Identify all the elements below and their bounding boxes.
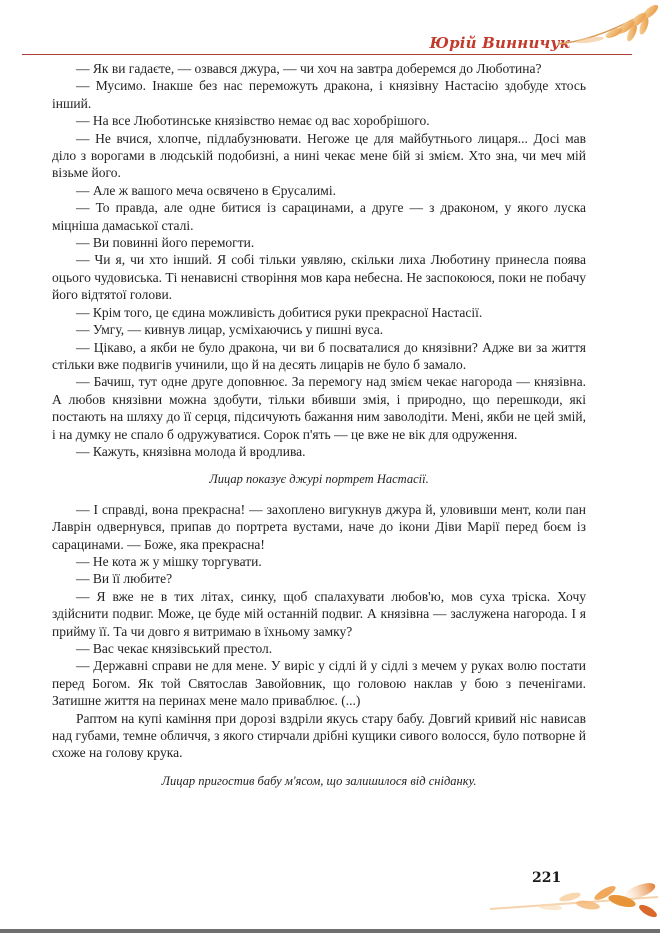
paragraph: — Ви її любите? <box>76 571 173 587</box>
paragraph: — Я вже не в тих літах, синку, щоб спалахувати любов'ю, мов суха тріска. Хочу здійснити подвиг. Може, це буде мій останній подвиг. А князівна — заслужена нагорода. І я прийму її. Та чи довго я витримаю в їхньому замку? <box>52 588 586 639</box>
paragraph: — На все Люботинське князівство немає од вас хоробрішого. <box>76 113 430 129</box>
paragraph: — Чи я, чи хто інший. Я собі тільки уявляю, скільки лиха Люботину принесла поява оцього чудовиська. Ті ненависні створіння мов кара небесна. Не заспокоюся, поки не побачу його відтятої голови. <box>52 252 586 303</box>
paragraph: — Але ж вашого меча освячено в Єрусалимі. <box>76 182 336 198</box>
leaf-ornament-icon <box>490 857 660 927</box>
paragraph: — І справді, вона прекрасна! — захоплено вигукнув джура й, уловивши мент, коли пан Лаврін одвернувся, припав до портрета вустами, наче до ікони Діви Марії перед боєм із сарацинами. — Боже, яка прекрасна! <box>52 501 586 552</box>
page-header <box>0 0 660 62</box>
paragraph: — Бачиш, тут одне друге доповнює. За перемогу над змієм чекає нагорода — князівна. А любов князівни можна здобути, тільки вбивши змія, і природно, що перешкоди, які постають на шляху до її серця, підсичують бажання ним заволодіти. Мені, якби не цей змій, і на думку не спало б одружуватися. Сорок п'ять — це вже не вік для одруження. <box>52 374 586 442</box>
paragraph: — Не вчися, хлопче, підлабузнювати. Негоже це для майбутнього лицаря... Досі мав діло з ворогами в людській подобизні, а нині чекає мене бій зі змієм. Хто зна, чи меч мій візьме його. <box>52 130 586 181</box>
paragraph: — Як ви гадаєте, — озвався джура, — чи хоч на завтра доберемся до Люботина? <box>76 61 542 76</box>
stage-direction: Лицар показує джурі портрет Настасії. <box>209 472 429 487</box>
page-content <box>52 60 586 802</box>
author-name: Юрій Винничук <box>429 34 570 52</box>
page-number: 221 <box>532 870 562 886</box>
wheat-ornament-icon <box>550 0 660 58</box>
header-rule <box>22 54 632 55</box>
paragraph: — Мусимо. Інакше без нас переможуть дракона, і князівну Настасію здобуде хтось інший. <box>52 78 586 111</box>
stage-direction: Лицар пригостив бабу м'ясом, що залишилося від сніданку. <box>161 773 477 788</box>
paragraph: — То правда, але одне битися із сарацинами, а друге — з драконом, у якого луска міцніша дамаської сталі. <box>52 200 586 233</box>
paragraph: Раптом на купі каміння при дорозі вздріли якусь стару бабу. Довгий кривий ніс нависав над губами, темне обличчя, з якого стирчали дрібні кущики сивого волосся, було потворне й схоже на голову крука. <box>52 710 586 761</box>
paragraph: — Умгу, — кивнув лицар, усміхаючись у пишні вуса. <box>76 322 384 338</box>
paragraph: — Цікаво, а якби не було дракона, чи ви б посваталися до князівни? Адже ви за життя стільки вже подвигів учинили, що й на десять лицарів не було б замало. <box>52 339 586 372</box>
paragraph: — Крім того, це єдина можливість добитися руки прекрасної Настасії. <box>76 304 483 320</box>
paragraph: — Кажуть, князівна молода й вродлива. <box>76 443 306 459</box>
paragraph: — Вас чекає князівський престол. <box>76 641 273 656</box>
paragraph: — Не кота ж у мішку торгувати. <box>76 553 262 569</box>
paragraph: — Державні справи не для мене. У виріс у сідлі й у сідлі з мечем у руках волю постати перед Богом. Як той Святослав Завойовник, що головою наклав у бою з печенігами. Затишне життя на перинах мене мало приваблює. (...) <box>52 658 586 709</box>
bottom-bar <box>0 929 660 933</box>
paragraph: — Ви повинні його перемогти. <box>76 235 255 251</box>
